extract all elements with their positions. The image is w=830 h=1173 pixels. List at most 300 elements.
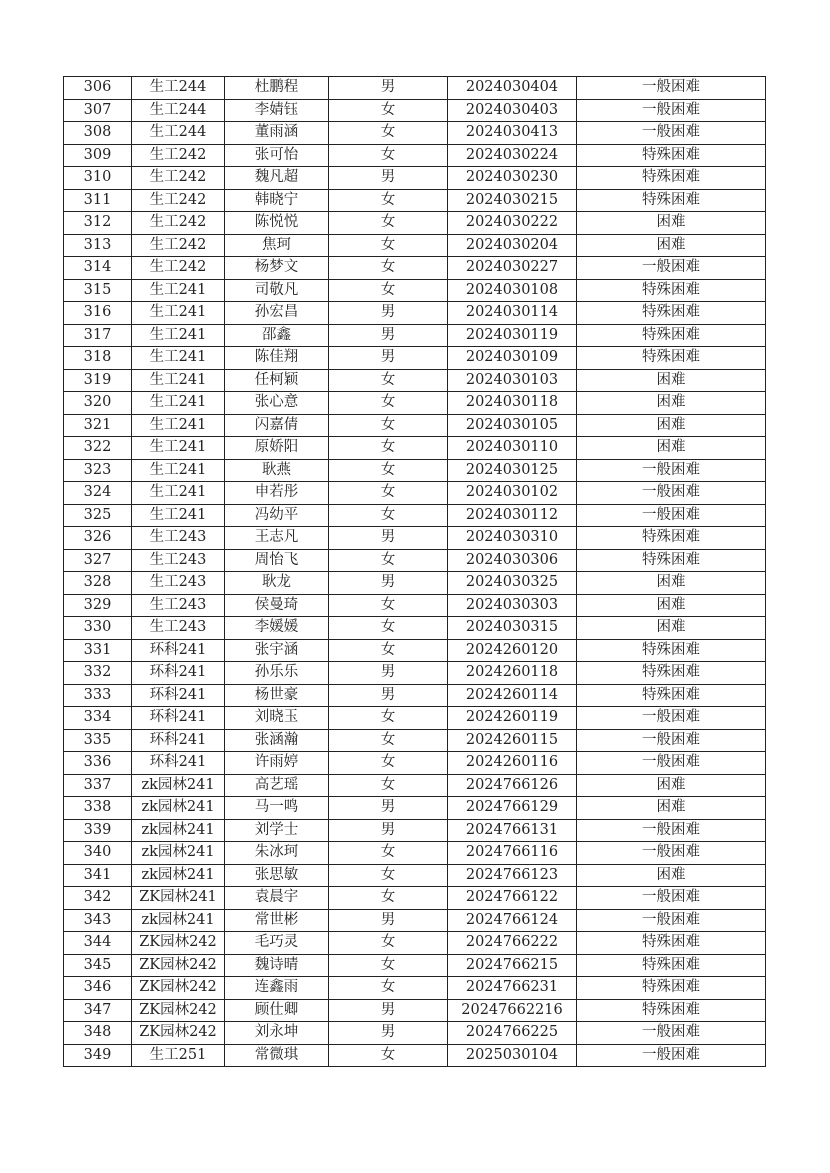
student-name-cell: 韩晓宁 [225,189,329,212]
row-number-cell: 310 [64,167,132,190]
student-name-cell: 冯幼平 [225,504,329,527]
student-name-cell: 张思敏 [225,864,329,887]
gender-cell: 女 [329,549,448,572]
table-row [64,662,766,685]
class-name-cell: 生工242 [132,167,225,190]
table-body [64,77,766,1067]
student-id-cell: 2024030114 [448,302,577,325]
table-row [64,279,766,302]
row-number-cell: 349 [64,1044,132,1067]
difficulty-level-cell: 一般困难 [577,1022,766,1045]
gender-cell: 男 [329,1022,448,1045]
table-row [64,707,766,730]
student-id-cell: 2025030104 [448,1044,577,1067]
difficulty-level-cell: 特殊困难 [577,639,766,662]
student-name-cell: 孙宏昌 [225,302,329,325]
gender-cell: 女 [329,752,448,775]
class-name-cell: 生工241 [132,482,225,505]
gender-cell: 男 [329,909,448,932]
class-name-cell: 生工241 [132,279,225,302]
row-number-cell: 317 [64,324,132,347]
student-name-cell: 顾仕卿 [225,999,329,1022]
student-id-cell: 2024260115 [448,729,577,752]
student-name-cell: 王志凡 [225,527,329,550]
student-id-cell: 2024030222 [448,212,577,235]
student-id-cell: 2024766122 [448,887,577,910]
class-name-cell: 生工242 [132,144,225,167]
class-name-cell: 环科241 [132,684,225,707]
class-name-cell: 生工242 [132,234,225,257]
table-row [64,347,766,370]
difficulty-level-cell: 一般困难 [577,729,766,752]
row-number-cell: 322 [64,437,132,460]
class-name-cell: 生工241 [132,302,225,325]
difficulty-level-cell: 困难 [577,864,766,887]
student-name-cell: 陈悦悦 [225,212,329,235]
student-id-cell: 2024030230 [448,167,577,190]
table-row [64,819,766,842]
class-name-cell: 生工241 [132,504,225,527]
student-aid-table [63,76,766,1067]
row-number-cell: 337 [64,774,132,797]
row-number-cell: 341 [64,864,132,887]
table-row [64,774,766,797]
row-number-cell: 336 [64,752,132,775]
gender-cell: 女 [329,1044,448,1067]
class-name-cell: zk园林241 [132,842,225,865]
student-name-cell: 司敬凡 [225,279,329,302]
row-number-cell: 325 [64,504,132,527]
row-number-cell: 320 [64,392,132,415]
row-number-cell: 311 [64,189,132,212]
table-row [64,324,766,347]
table-row [64,99,766,122]
row-number-cell: 318 [64,347,132,370]
student-name-cell: 耿燕 [225,459,329,482]
student-name-cell: 闪嘉倩 [225,414,329,437]
difficulty-level-cell: 特殊困难 [577,144,766,167]
difficulty-level-cell: 困难 [577,414,766,437]
student-id-cell: 2024030110 [448,437,577,460]
student-name-cell: 张宇涵 [225,639,329,662]
student-name-cell: 耿龙 [225,572,329,595]
class-name-cell: 生工241 [132,437,225,460]
difficulty-level-cell: 困难 [577,437,766,460]
table-row [64,909,766,932]
table-row [64,504,766,527]
student-id-cell: 2024030105 [448,414,577,437]
difficulty-level-cell: 特殊困难 [577,954,766,977]
gender-cell: 女 [329,369,448,392]
difficulty-level-cell: 一般困难 [577,842,766,865]
gender-cell: 女 [329,774,448,797]
row-number-cell: 342 [64,887,132,910]
class-name-cell: 生工251 [132,1044,225,1067]
difficulty-level-cell: 困难 [577,392,766,415]
difficulty-level-cell: 特殊困难 [577,662,766,685]
gender-cell: 女 [329,842,448,865]
class-name-cell: 生工241 [132,369,225,392]
class-name-cell: zk园林241 [132,864,225,887]
class-name-cell: ZK园林242 [132,932,225,955]
student-id-cell: 2024030112 [448,504,577,527]
class-name-cell: 生工244 [132,99,225,122]
student-id-cell: 2024260114 [448,684,577,707]
student-name-cell: 许雨婷 [225,752,329,775]
table-row [64,77,766,100]
student-id-cell: 2024030204 [448,234,577,257]
gender-cell: 女 [329,729,448,752]
student-id-cell: 2024030125 [448,459,577,482]
student-id-cell: 2024030306 [448,549,577,572]
table-row [64,212,766,235]
row-number-cell: 315 [64,279,132,302]
gender-cell: 男 [329,572,448,595]
student-id-cell: 2024030310 [448,527,577,550]
student-id-cell: 2024766116 [448,842,577,865]
row-number-cell: 331 [64,639,132,662]
row-number-cell: 347 [64,999,132,1022]
table-row [64,459,766,482]
class-name-cell: 生工242 [132,189,225,212]
row-number-cell: 323 [64,459,132,482]
gender-cell: 女 [329,189,448,212]
student-name-cell: 陈佳翔 [225,347,329,370]
table-row [64,999,766,1022]
row-number-cell: 344 [64,932,132,955]
difficulty-level-cell: 困难 [577,234,766,257]
difficulty-level-cell: 一般困难 [577,504,766,527]
row-number-cell: 308 [64,122,132,145]
student-name-cell: 张心意 [225,392,329,415]
row-number-cell: 338 [64,797,132,820]
class-name-cell: zk园林241 [132,774,225,797]
gender-cell: 女 [329,99,448,122]
class-name-cell: 生工243 [132,549,225,572]
gender-cell: 男 [329,167,448,190]
table-row [64,977,766,1000]
student-id-cell: 2024766131 [448,819,577,842]
table-row [64,639,766,662]
row-number-cell: 307 [64,99,132,122]
table-row [64,842,766,865]
gender-cell: 男 [329,302,448,325]
row-number-cell: 339 [64,819,132,842]
student-id-cell: 2024030404 [448,77,577,100]
table-row [64,864,766,887]
gender-cell: 女 [329,864,448,887]
row-number-cell: 309 [64,144,132,167]
row-number-cell: 348 [64,1022,132,1045]
class-name-cell: 环科241 [132,752,225,775]
student-name-cell: 杨梦文 [225,257,329,280]
student-name-cell: 毛巧灵 [225,932,329,955]
student-name-cell: 刘学士 [225,819,329,842]
student-id-cell: 2024260118 [448,662,577,685]
difficulty-level-cell: 困难 [577,369,766,392]
difficulty-level-cell: 特殊困难 [577,684,766,707]
gender-cell: 男 [329,999,448,1022]
student-name-cell: 董雨涵 [225,122,329,145]
gender-cell: 女 [329,617,448,640]
class-name-cell: 生工243 [132,527,225,550]
student-name-cell: 朱冰珂 [225,842,329,865]
student-name-cell: 常世彬 [225,909,329,932]
difficulty-level-cell: 一般困难 [577,1044,766,1067]
student-id-cell: 2024030108 [448,279,577,302]
class-name-cell: 生工243 [132,572,225,595]
student-id-cell: 2024030109 [448,347,577,370]
class-name-cell: zk园林241 [132,909,225,932]
class-name-cell: 生工243 [132,594,225,617]
student-id-cell: 2024260119 [448,707,577,730]
gender-cell: 女 [329,954,448,977]
row-number-cell: 329 [64,594,132,617]
table-row [64,729,766,752]
student-name-cell: 刘晓玉 [225,707,329,730]
table-row [64,1044,766,1067]
student-id-cell: 2024030118 [448,392,577,415]
student-id-cell: 2024766126 [448,774,577,797]
student-id-cell: 2024030119 [448,324,577,347]
difficulty-level-cell: 一般困难 [577,819,766,842]
gender-cell: 女 [329,504,448,527]
table-row [64,437,766,460]
difficulty-level-cell: 困难 [577,572,766,595]
class-name-cell: ZK园林242 [132,999,225,1022]
row-number-cell: 313 [64,234,132,257]
student-id-cell: 2024766129 [448,797,577,820]
difficulty-level-cell: 一般困难 [577,707,766,730]
difficulty-level-cell: 特殊困难 [577,527,766,550]
class-name-cell: ZK园林242 [132,977,225,1000]
gender-cell: 女 [329,122,448,145]
table-row [64,122,766,145]
student-id-cell: 2024030303 [448,594,577,617]
class-name-cell: 生工241 [132,392,225,415]
student-id-cell: 2024030413 [448,122,577,145]
difficulty-level-cell: 特殊困难 [577,324,766,347]
class-name-cell: 环科241 [132,729,225,752]
difficulty-level-cell: 困难 [577,594,766,617]
student-id-cell: 2024030315 [448,617,577,640]
difficulty-level-cell: 特殊困难 [577,932,766,955]
student-id-cell: 2024766123 [448,864,577,887]
row-number-cell: 326 [64,527,132,550]
gender-cell: 女 [329,234,448,257]
class-name-cell: ZK园林242 [132,954,225,977]
row-number-cell: 330 [64,617,132,640]
class-name-cell: 生工242 [132,257,225,280]
difficulty-level-cell: 特殊困难 [577,279,766,302]
difficulty-level-cell: 困难 [577,212,766,235]
class-name-cell: 生工243 [132,617,225,640]
gender-cell: 男 [329,662,448,685]
class-name-cell: 生工241 [132,347,225,370]
difficulty-level-cell: 特殊困难 [577,302,766,325]
student-id-cell: 20247662216 [448,999,577,1022]
row-number-cell: 334 [64,707,132,730]
difficulty-level-cell: 一般困难 [577,752,766,775]
row-number-cell: 312 [64,212,132,235]
student-name-cell: 邵鑫 [225,324,329,347]
table-row [64,594,766,617]
student-name-cell: 马一鸣 [225,797,329,820]
difficulty-level-cell: 一般困难 [577,77,766,100]
table-row [64,887,766,910]
student-id-cell: 2024030224 [448,144,577,167]
gender-cell: 女 [329,437,448,460]
gender-cell: 女 [329,212,448,235]
gender-cell: 女 [329,459,448,482]
class-name-cell: 生工242 [132,212,225,235]
student-name-cell: 原娇阳 [225,437,329,460]
gender-cell: 女 [329,977,448,1000]
student-name-cell: 连鑫雨 [225,977,329,1000]
difficulty-level-cell: 特殊困难 [577,549,766,572]
class-name-cell: 环科241 [132,707,225,730]
difficulty-level-cell: 特殊困难 [577,347,766,370]
difficulty-level-cell: 特殊困难 [577,999,766,1022]
student-name-cell: 魏诗晴 [225,954,329,977]
gender-cell: 男 [329,347,448,370]
table-row [64,797,766,820]
class-name-cell: 生工241 [132,324,225,347]
table-row [64,234,766,257]
gender-cell: 女 [329,594,448,617]
class-name-cell: ZK园林241 [132,887,225,910]
gender-cell: 女 [329,257,448,280]
row-number-cell: 316 [64,302,132,325]
gender-cell: 男 [329,819,448,842]
student-id-cell: 2024766222 [448,932,577,955]
table-row [64,954,766,977]
gender-cell: 女 [329,414,448,437]
row-number-cell: 327 [64,549,132,572]
difficulty-level-cell: 一般困难 [577,887,766,910]
table-row [64,167,766,190]
student-name-cell: 魏凡超 [225,167,329,190]
difficulty-level-cell: 困难 [577,617,766,640]
table-row [64,257,766,280]
difficulty-level-cell: 一般困难 [577,99,766,122]
student-id-cell: 2024260120 [448,639,577,662]
table-row [64,414,766,437]
table-row [64,1022,766,1045]
table-row [64,302,766,325]
row-number-cell: 319 [64,369,132,392]
student-id-cell: 2024030103 [448,369,577,392]
gender-cell: 女 [329,932,448,955]
difficulty-level-cell: 一般困难 [577,459,766,482]
table-row [64,549,766,572]
row-number-cell: 345 [64,954,132,977]
student-name-cell: 袁晨宇 [225,887,329,910]
table-row [64,527,766,550]
student-id-cell: 2024766124 [448,909,577,932]
gender-cell: 女 [329,279,448,302]
class-name-cell: 环科241 [132,639,225,662]
student-id-cell: 2024766231 [448,977,577,1000]
student-id-cell: 2024030403 [448,99,577,122]
student-name-cell: 李婧钰 [225,99,329,122]
gender-cell: 女 [329,144,448,167]
table-row [64,482,766,505]
student-id-cell: 2024766215 [448,954,577,977]
student-id-cell: 2024030227 [448,257,577,280]
gender-cell: 女 [329,482,448,505]
gender-cell: 男 [329,797,448,820]
gender-cell: 女 [329,707,448,730]
student-id-cell: 2024030325 [448,572,577,595]
row-number-cell: 335 [64,729,132,752]
row-number-cell: 340 [64,842,132,865]
student-name-cell: 刘永坤 [225,1022,329,1045]
class-name-cell: 生工241 [132,459,225,482]
student-name-cell: 张可怡 [225,144,329,167]
difficulty-level-cell: 困难 [577,774,766,797]
difficulty-level-cell: 特殊困难 [577,977,766,1000]
class-name-cell: 生工244 [132,77,225,100]
table-row [64,189,766,212]
gender-cell: 女 [329,392,448,415]
row-number-cell: 321 [64,414,132,437]
student-name-cell: 李媛媛 [225,617,329,640]
student-id-cell: 2024766225 [448,1022,577,1045]
class-name-cell: zk园林241 [132,797,225,820]
table-row [64,392,766,415]
student-name-cell: 杜鹏程 [225,77,329,100]
difficulty-level-cell: 一般困难 [577,257,766,280]
difficulty-level-cell: 一般困难 [577,482,766,505]
difficulty-level-cell: 一般困难 [577,122,766,145]
student-name-cell: 孙乐乐 [225,662,329,685]
table-row [64,932,766,955]
table-row [64,684,766,707]
student-name-cell: 焦珂 [225,234,329,257]
gender-cell: 男 [329,77,448,100]
class-name-cell: 环科241 [132,662,225,685]
class-name-cell: ZK园林242 [132,1022,225,1045]
gender-cell: 女 [329,887,448,910]
student-id-cell: 2024030102 [448,482,577,505]
class-name-cell: 生工241 [132,414,225,437]
row-number-cell: 328 [64,572,132,595]
class-name-cell: zk园林241 [132,819,225,842]
gender-cell: 男 [329,324,448,347]
student-name-cell: 侯曼琦 [225,594,329,617]
row-number-cell: 324 [64,482,132,505]
row-number-cell: 306 [64,77,132,100]
student-name-cell: 张涵瀚 [225,729,329,752]
gender-cell: 男 [329,684,448,707]
row-number-cell: 333 [64,684,132,707]
row-number-cell: 346 [64,977,132,1000]
student-name-cell: 高艺瑶 [225,774,329,797]
student-name-cell: 常微琪 [225,1044,329,1067]
gender-cell: 女 [329,639,448,662]
student-id-cell: 2024260116 [448,752,577,775]
difficulty-level-cell: 特殊困难 [577,167,766,190]
student-name-cell: 任柯颖 [225,369,329,392]
student-id-cell: 2024030215 [448,189,577,212]
student-name-cell: 周怡飞 [225,549,329,572]
table-row [64,752,766,775]
difficulty-level-cell: 困难 [577,797,766,820]
table-row [64,617,766,640]
table-row [64,144,766,167]
row-number-cell: 332 [64,662,132,685]
